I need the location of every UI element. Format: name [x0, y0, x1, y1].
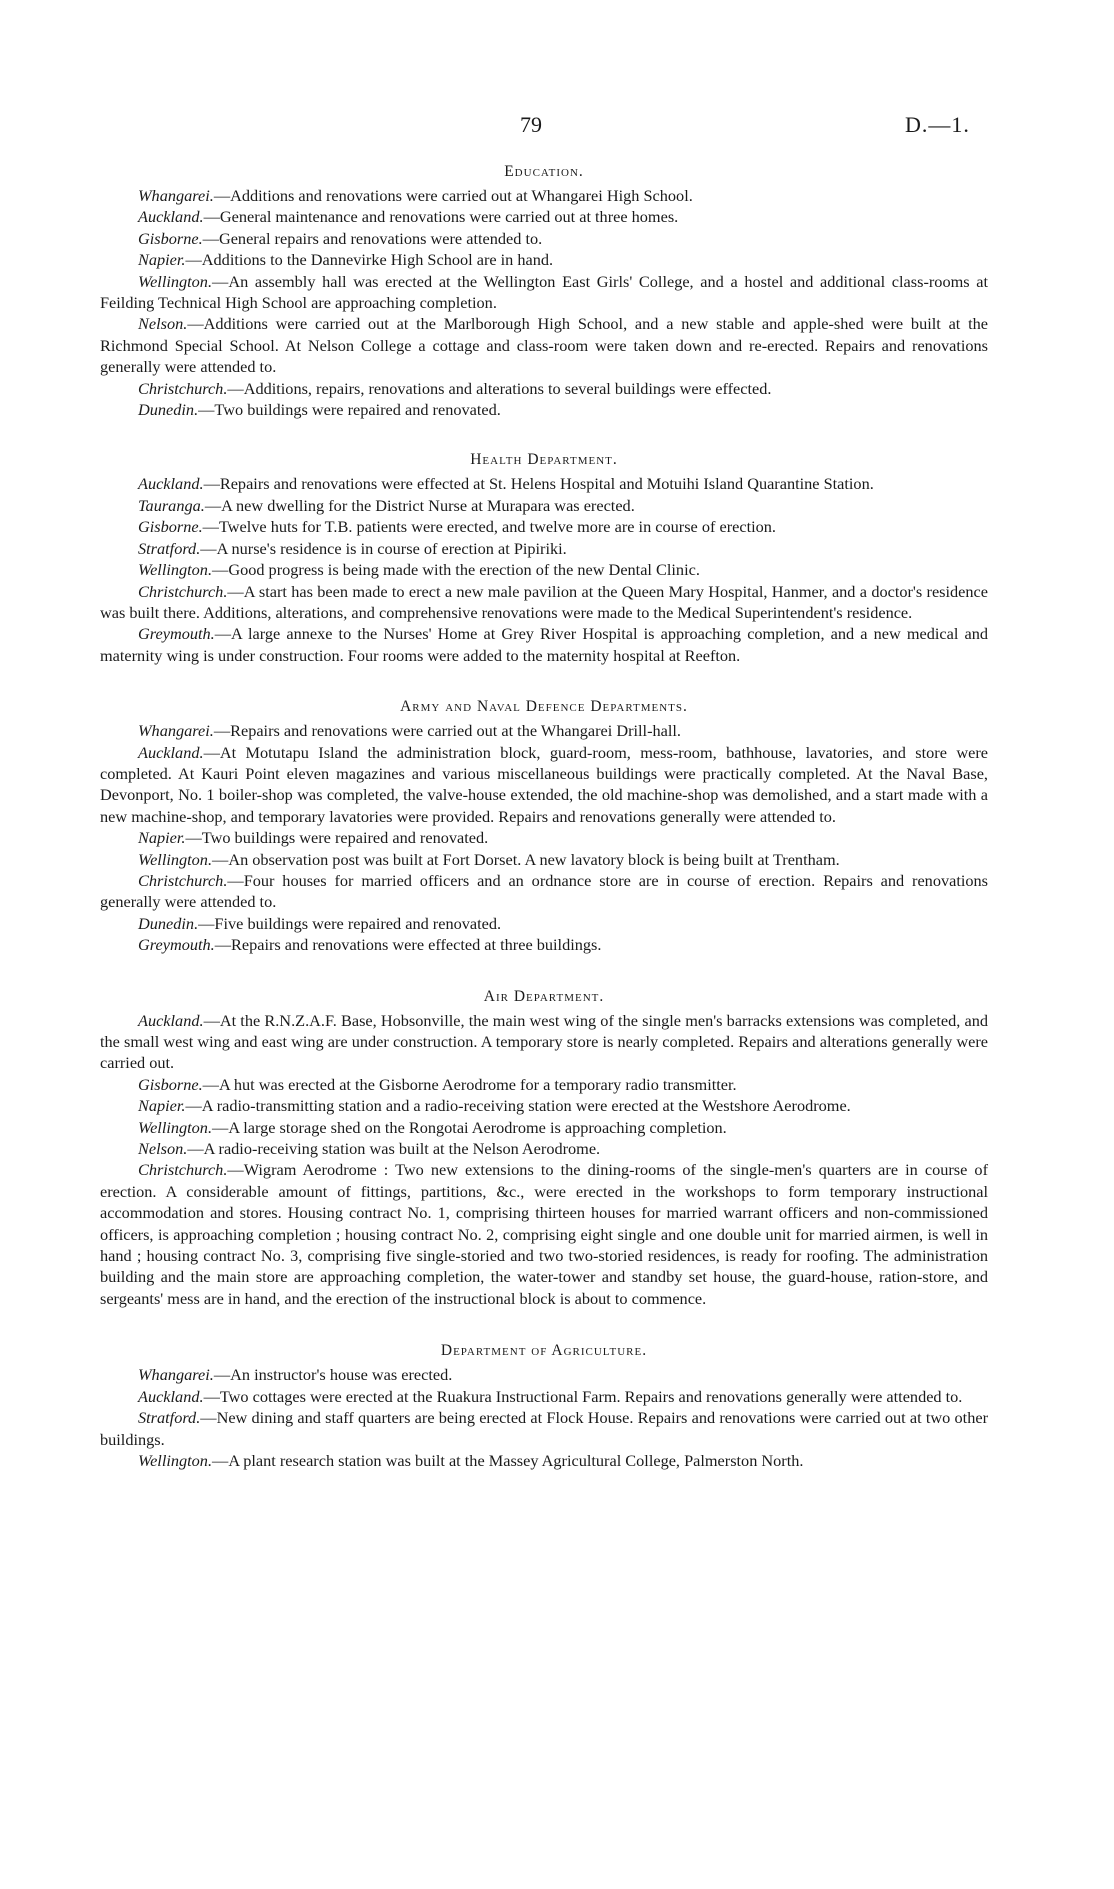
paragraph-text: —A large storage shed on the Rongotai Aerodrome is approaching completion.: [212, 1117, 727, 1137]
place-name: Nelson.: [138, 314, 188, 334]
paragraph-text: —Twelve huts for T.B. patients were erected, and twelve more are in course of erection.: [202, 517, 776, 537]
paragraph: [100, 1450, 988, 1471]
section-health-department: [100, 450, 988, 666]
paragraph: [100, 538, 988, 559]
place-name: Whangarei.: [138, 721, 214, 741]
paragraph-text: —General maintenance and renovations were carried out at three homes.: [203, 207, 679, 227]
place-name: Dunedin.: [138, 913, 199, 933]
paragraph-text: —An instructor's house was erected.: [213, 1365, 453, 1385]
paragraph: [100, 271, 988, 314]
place-name: Wellington.: [138, 271, 213, 291]
place-name: Auckland.: [138, 474, 204, 494]
paragraph: [100, 399, 988, 420]
paragraph-text: —An assembly hall was erected at the Wellington East Girls' College, and a hostel and additional class-rooms at Feilding Technical High School are approaching completion.: [100, 271, 988, 313]
paragraph-text: —Two cottages were erected at the Ruakura Instructional Farm. Repairs and renovations generally were attended to.: [203, 1386, 963, 1406]
paragraph: [100, 1386, 988, 1407]
place-name: Auckland.: [138, 1386, 204, 1406]
paragraph-text: —Two buildings were repaired and renovated.: [198, 400, 501, 420]
paragraph-text: —A plant research station was built at the Massey Agricultural College, Palmerston North.: [212, 1450, 804, 1470]
paragraph-text: —Five buildings were repaired and renovated.: [198, 913, 502, 933]
paragraph-text: —Additions to the Dannevirke High School are in hand.: [185, 250, 554, 270]
place-name: Whangarei.: [138, 1365, 214, 1385]
place-name: Christchurch.: [138, 581, 228, 601]
place-name: Nelson.: [138, 1139, 188, 1159]
paragraph-text: —At Motutapu Island the administration block, guard-room, mess-room, bathhouse, lavatories, and store were completed. At Kauri Point eleven magazines and various miscellaneous buildings were practically completed. At the Naval Base, Devonport, No. 1 boiler-shop was completed, the valve-house extended, the old machine-shop was demolished, and a start made with a new machine-shop, and temporary lavatories were provided. Repairs and renovations generally were attended to.: [100, 742, 988, 826]
page-number: 79: [520, 112, 542, 137]
document-reference: D.—1.: [905, 112, 970, 137]
paragraph-text: —A large annexe to the Nurses' Home at Grey River Hospital is approaching completion, and a new medical and maternity wing is under construction. Four rooms were added to the maternity hospital at Reefton.: [100, 624, 988, 665]
paragraph: [100, 185, 988, 206]
section-heading: Department of Agriculture.: [440, 1342, 648, 1360]
paragraph-text: —Two buildings were repaired and renovated.: [185, 828, 489, 848]
paragraph-text: —Additions and renovations were carried out at Whangarei High School.: [213, 186, 693, 205]
paragraph: [100, 473, 988, 494]
paragraph: [100, 313, 988, 377]
paragraph: [100, 1138, 988, 1159]
paragraph: [100, 581, 988, 624]
paragraph-text: —A radio-receiving station was built at the Nelson Aerodrome.: [187, 1139, 601, 1159]
paragraph: [100, 378, 988, 399]
paragraph: [100, 559, 988, 580]
paragraph: [100, 720, 988, 741]
page-header: [0, 112, 1114, 142]
page-body: [100, 162, 988, 1471]
paragraph: [100, 849, 988, 870]
place-name: Wellington.: [138, 849, 213, 869]
paragraph-text: —An observation post was built at Fort Dorset. A new lavatory block is being built at Trentham.: [212, 849, 840, 869]
paragraph: [100, 623, 988, 666]
paragraph-text: —Four houses for married officers and an ordnance store are in course of erection. Repairs and renovations generally were attended to.: [100, 870, 988, 912]
paragraph-text: —Good progress is being made with the erection of the new Dental Clinic.: [212, 560, 700, 580]
paragraph: [100, 516, 988, 537]
paragraph: [100, 1010, 988, 1074]
place-name: Wellington.: [138, 560, 213, 580]
paragraph-text: —At the R.N.Z.A.F. Base, Hobsonville, the main west wing of the single men's barracks extensions was completed, and the small west wing and east wing are under construction. A temporary store is nearly completed. Repairs and alterations generally were carried out.: [100, 1010, 988, 1073]
section-heading: Army and Naval Defence Departments.: [400, 698, 688, 716]
place-name: Christchurch.: [138, 1160, 228, 1180]
paragraph: [100, 1095, 988, 1116]
place-name: Auckland.: [138, 742, 204, 762]
place-name: Wellington.: [138, 1117, 213, 1137]
paragraph-text: —A new dwelling for the District Nurse at Murapara was erected.: [204, 495, 635, 515]
paragraph-text: —Wigram Aerodrome : Two new extensions to the dining-rooms of the single-men's quarters are in course of erection. A considerable amount of fittings, partitions, &c., were erected in the workshops to form temporary instructional accommodation and stores. Housing contract No. 1, comprising thirteen houses for married warrant officers and non-commissioned officers, is approaching completion ; housing contract No. 2, comprising eight single and one double unit for married airmen, is well in hand ; housing contract No. 3, comprising five single-storied and two two-storied residences, is ready for roofing. The administration building and the main store are approaching completion, the water-tower and standby set house, the guard-house, ration-store, and sergeants' mess are in hand, and the erection of the instructional block is about to commence.: [100, 1160, 988, 1308]
paragraph-text: —New dining and staff quarters are being erected at Flock House. Repairs and renovations were carried out at two other buildings.: [100, 1408, 988, 1449]
place-name: Gisborne.: [138, 228, 203, 248]
paragraph-text: —A start has been made to erect a new male pavilion at the Queen Mary Hospital, Hanmer, and a doctor's residence was built there. Additions, alterations, and comprehensive renovations were made to the Medical Superintendent's residence.: [100, 581, 988, 622]
section-heading: Health Department.: [470, 451, 618, 469]
place-name: Tauranga.: [138, 495, 205, 515]
paragraph: [100, 934, 988, 955]
place-name: Christchurch.: [138, 870, 228, 890]
section-education: [100, 162, 988, 420]
place-name: Napier.: [138, 828, 186, 848]
paragraph: [100, 1117, 988, 1138]
paragraph-text: —A nurse's residence is in course of erection at Pipiriki.: [200, 538, 567, 558]
paragraph-text: —Additions were carried out at the Marlborough High School, and a new stable and apple-shed were built at the Richmond Special School. At Nelson College a cottage and class-room were taken down and re-erected. Repairs and renovations generally were attended to.: [100, 314, 988, 377]
section-army-naval-defence: [100, 697, 988, 955]
place-name: Napier.: [138, 1096, 186, 1116]
paragraph-text: —Repairs and renovations were effected at three buildings.: [214, 935, 602, 955]
place-name: Gisborne.: [138, 1074, 203, 1094]
paragraph-text: —Additions, repairs, renovations and alterations to several buildings were effected.: [227, 378, 772, 398]
paragraph: [100, 249, 988, 270]
paragraph: [100, 742, 988, 828]
place-name: Dunedin.: [138, 400, 199, 420]
paragraph: [100, 870, 988, 913]
paragraph: [100, 1159, 988, 1309]
place-name: Whangarei.: [138, 186, 214, 205]
paragraph-text: —Repairs and renovations were carried out at the Whangarei Drill-hall.: [213, 721, 681, 741]
place-name: Auckland.: [138, 1010, 204, 1030]
place-name: Gisborne.: [138, 517, 203, 537]
paragraph: [100, 228, 988, 249]
place-name: Napier.: [138, 250, 186, 270]
section-heading: Education.: [504, 163, 584, 180]
paragraph: [100, 913, 988, 934]
paragraph: [100, 206, 988, 227]
place-name: Stratford.: [138, 1408, 201, 1428]
paragraph-text: —Repairs and renovations were effected at St. Helens Hospital and Motuihi Island Quarantine Station.: [203, 474, 874, 494]
paragraph-text: —A radio-transmitting station and a radio-receiving station were erected at the Westshore Aerodrome.: [185, 1096, 851, 1116]
paragraph: [100, 1364, 988, 1385]
section-heading: Air Department.: [483, 987, 605, 1005]
place-name: Christchurch.: [138, 378, 228, 398]
place-name: Greymouth.: [138, 624, 215, 644]
place-name: Greymouth.: [138, 935, 215, 955]
section-department-of-agriculture: [100, 1341, 988, 1471]
paragraph: [100, 1074, 988, 1095]
paragraph: [100, 495, 988, 516]
paragraph: [100, 1407, 988, 1450]
place-name: Wellington.: [138, 1450, 213, 1470]
place-name: Auckland.: [138, 207, 204, 227]
paragraph-text: —General repairs and renovations were attended to.: [202, 228, 543, 248]
paragraph-text: —A hut was erected at the Gisborne Aerodrome for a temporary radio transmitter.: [202, 1074, 737, 1094]
place-name: Stratford.: [138, 538, 201, 558]
section-air-department: [100, 987, 988, 1310]
paragraph: [100, 827, 988, 848]
